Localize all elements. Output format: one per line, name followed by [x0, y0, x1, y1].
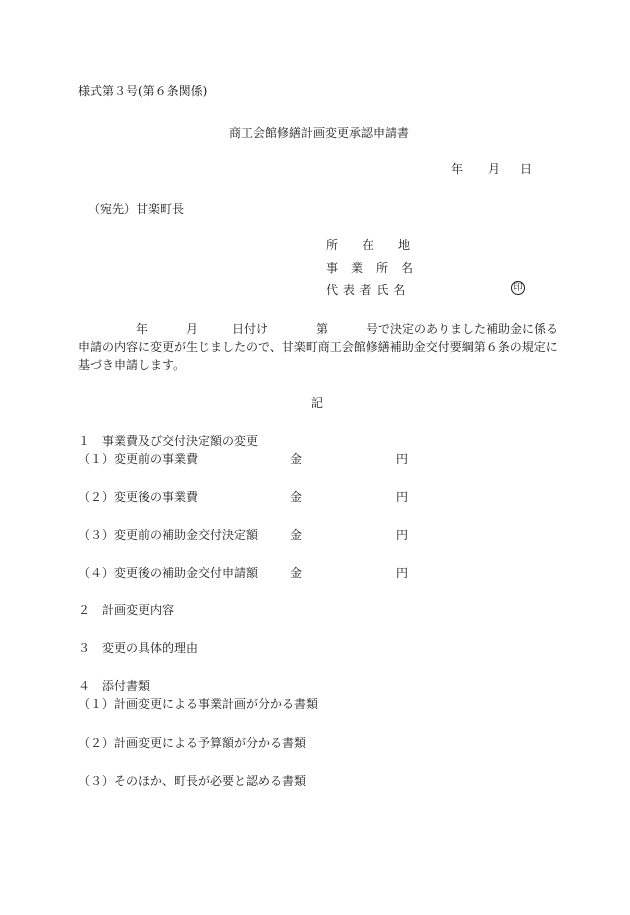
- section-3-heading: ３ 変更の具体的理由: [78, 641, 199, 655]
- form-number: 様式第３号(第６条関係): [78, 84, 208, 98]
- item-label: （２）変更後の事業費: [78, 490, 199, 504]
- list-item: （２）計画変更による予算額が分かる書類: [78, 736, 307, 750]
- section-2-heading: ２ 計画変更内容: [78, 603, 175, 617]
- date-month: 月: [488, 162, 501, 176]
- office-name-label: 事 業 所 名: [326, 261, 414, 275]
- amount-unit: 円: [396, 566, 409, 580]
- amount-prefix: 金: [290, 490, 303, 504]
- body-number-suffix: 号で決定のありました補助金に係る: [366, 322, 559, 336]
- amount-unit: 円: [396, 490, 409, 504]
- section-1-heading: １ 事業費及び交付決定額の変更: [78, 434, 259, 448]
- item-label: （４）変更後の補助金交付申請額: [78, 566, 259, 580]
- amount-prefix: 金: [290, 528, 303, 542]
- section-4-heading: ４ 添付書類: [78, 679, 151, 693]
- addressee: （宛先）甘楽町長: [88, 202, 185, 216]
- document-title: 商工会館修繕計画変更承認申請書: [229, 126, 410, 140]
- seal-mark: 印: [511, 281, 525, 295]
- list-item: （３）そのほか、町長が必要と認める書類: [78, 774, 307, 788]
- body-month: 月: [186, 322, 199, 336]
- amount-prefix: 金: [290, 566, 303, 580]
- date-day: 日: [520, 162, 533, 176]
- amount-unit: 円: [396, 528, 409, 542]
- body-dated: 日付け: [232, 322, 269, 336]
- representative-name-label: 代 表 者 氏 名: [326, 283, 406, 297]
- note-heading: 記: [311, 396, 324, 410]
- body-line-2: 申請の内容に変更が生じましたので、甘楽町商工会館修繕補助金交付要綱第６条の規定に: [78, 340, 558, 354]
- address-label: 所 在 地: [326, 238, 411, 252]
- amount-prefix: 金: [290, 452, 303, 466]
- list-item: （１）計画変更による事業計画が分かる書類: [78, 697, 319, 711]
- body-number-prefix: 第: [316, 322, 329, 336]
- body-year: 年: [136, 322, 149, 336]
- item-label: （１）変更前の事業費: [78, 452, 199, 466]
- body-line-3: 基づき申請します。: [78, 358, 186, 372]
- date-year: 年: [451, 162, 464, 176]
- item-label: （３）変更前の補助金交付決定額: [78, 528, 259, 542]
- amount-unit: 円: [396, 452, 409, 466]
